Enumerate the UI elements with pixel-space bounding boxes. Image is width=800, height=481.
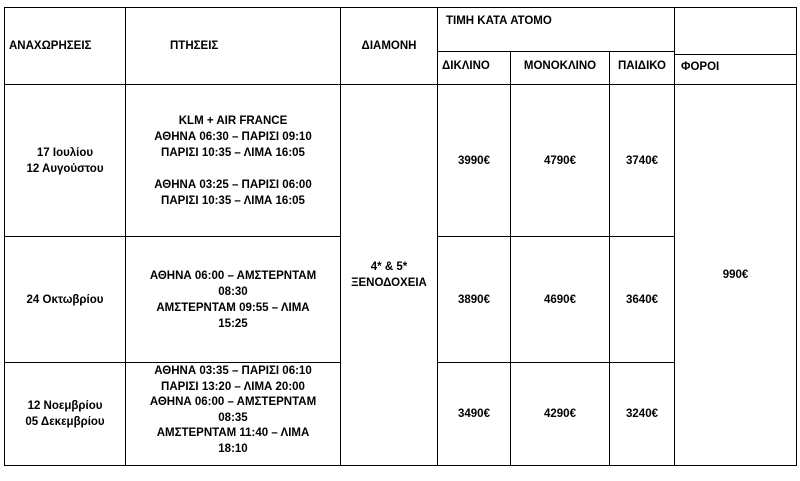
flight-line: 15:25 bbox=[218, 317, 248, 330]
row3-single-price: 4290€ bbox=[511, 363, 610, 466]
table-row bbox=[5, 85, 797, 237]
header-child: ΠΑΙΔΙΚΟ bbox=[610, 52, 675, 85]
airline-label: KLM + AIR FRANCE bbox=[178, 114, 288, 127]
date-line: 17 Ιουλίου bbox=[36, 146, 94, 159]
accommodation-cell bbox=[341, 85, 438, 466]
row2-flights bbox=[126, 237, 341, 363]
header-taxes-cell bbox=[675, 8, 797, 85]
flight-line: ΑΘΗΝΑ 06:00 – ΑΜΣΤΕΡΝΤΑΜ bbox=[149, 269, 317, 282]
tour-price-table bbox=[4, 7, 797, 466]
row1-flights bbox=[126, 85, 341, 237]
row2-double-price: 3890€ bbox=[438, 237, 511, 363]
flight-line: 18:10 bbox=[218, 442, 248, 455]
row3-double-price: 3490€ bbox=[438, 363, 511, 466]
taxes-value: 990€ bbox=[675, 85, 797, 466]
row3-dates bbox=[5, 363, 126, 466]
row1-double-price: 3990€ bbox=[438, 85, 511, 237]
flight-line: ΠΑΡΙΣΙ 13:20 – ΛΙΜΑ 20:00 bbox=[161, 380, 305, 393]
header-price-per-person: ΤΙΜΗ ΚΑΤΑ ΑΤΟΜΟ bbox=[438, 8, 675, 52]
header-accommodation: ΔΙΑΜΟΝΗ bbox=[341, 8, 438, 85]
header-flights: ΠΤΗΣΕΙΣ bbox=[126, 8, 341, 85]
row1-dates bbox=[5, 85, 126, 237]
header-double: ΔΙΚΛΙΝΟ bbox=[438, 52, 511, 85]
row3-flights bbox=[126, 363, 341, 466]
flight-line: 08:30 bbox=[218, 285, 248, 298]
row3-child-price: 3240€ bbox=[610, 363, 675, 466]
row1-single-price: 4790€ bbox=[511, 85, 610, 237]
flight-line: ΑΘΗΝΑ 06:00 – ΑΜΣΤΕΡΝΤΑΜ bbox=[149, 396, 317, 408]
date-line: 12 Νοεμβρίου bbox=[27, 400, 103, 412]
row2-child-price: 3640€ bbox=[610, 237, 675, 363]
row2-dates bbox=[5, 237, 126, 363]
flight-line: ΑΜΣΤΕΡΝΤΑΜ 11:40 – ΛΙΜΑ bbox=[156, 427, 310, 439]
flight-line: ΑΘΗΝΑ 03:25 – ΠΑΡΙΣΙ 06:00 bbox=[154, 178, 312, 191]
header-departures: ΑΝΑΧΩΡΗΣΕΙΣ bbox=[5, 8, 126, 85]
accommodation-hotels: ΞΕΝΟΔΟΧΕΙΑ bbox=[351, 277, 427, 289]
row1-child-price: 3740€ bbox=[610, 85, 675, 237]
row2-single-price: 4690€ bbox=[511, 237, 610, 363]
date-line: 24 Οκτωβρίου bbox=[26, 293, 104, 306]
flight-line: ΑΘΗΝΑ 03:35 – ΠΑΡΙΣΙ 06:10 bbox=[154, 365, 312, 377]
flight-line: ΑΘΗΝΑ 06:30 – ΠΑΡΙΣΙ 09:10 bbox=[154, 130, 312, 143]
header-taxes: ΦΟΡΟΙ bbox=[675, 54, 796, 84]
date-line: 12 Αυγούστου bbox=[26, 162, 104, 175]
header-single: ΜΟΝΟΚΛΙΝΟ bbox=[511, 52, 610, 85]
flight-line: ΠΑΡΙΣΙ 10:35 – ΛΙΜΑ 16:05 bbox=[161, 194, 305, 207]
flight-line: ΠΑΡΙΣΙ 10:35 – ΛΙΜΑ 16:05 bbox=[161, 146, 305, 159]
flight-line: ΑΜΣΤΕΡΝΤΑΜ 09:55 – ΛΙΜΑ bbox=[156, 301, 310, 314]
date-line: 05 Δεκεμβρίου bbox=[25, 416, 105, 428]
accommodation-stars: 4* & 5* bbox=[370, 261, 408, 273]
flight-line: 08:35 bbox=[218, 411, 248, 424]
